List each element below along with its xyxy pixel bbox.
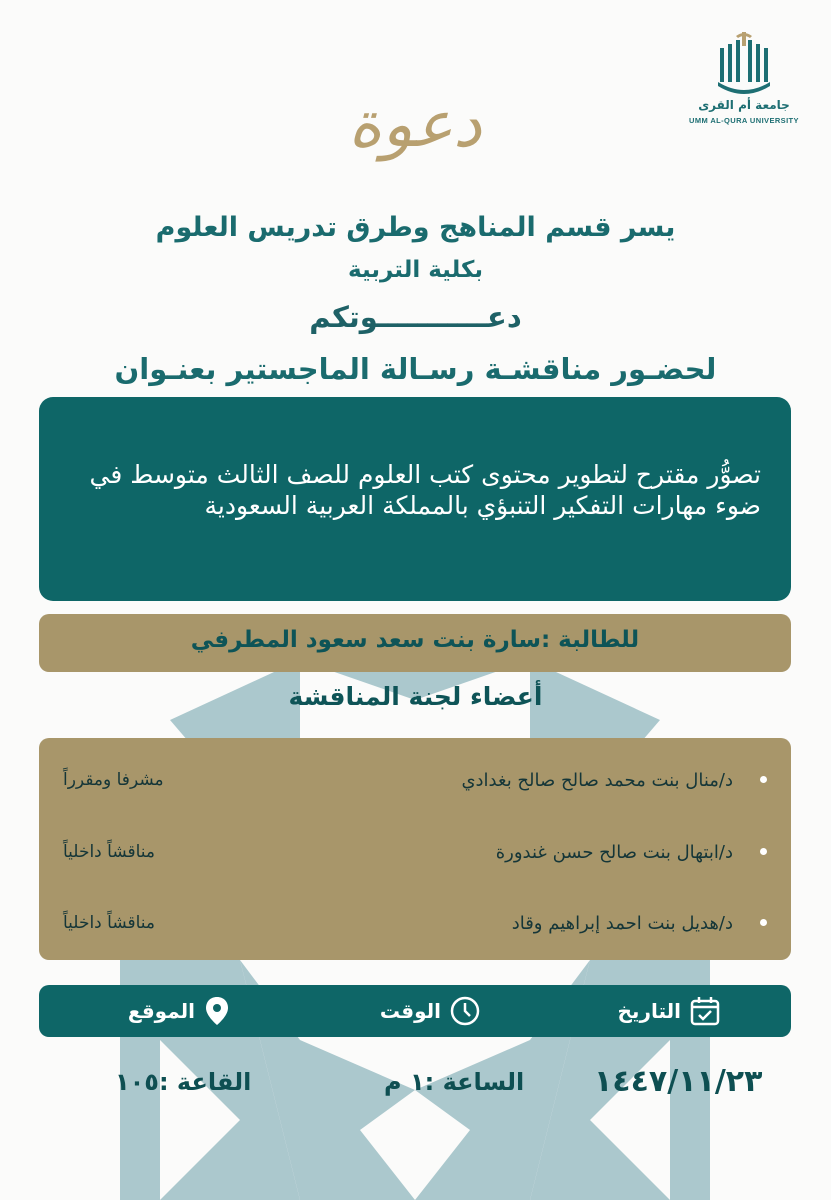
location-info — [128, 995, 231, 1027]
date-value: ١٤٤٧/١١/٢٣ — [594, 1064, 763, 1099]
bullet-icon — [760, 848, 767, 855]
member-name: د/ابتهال بنت صالح حسن غندورة — [495, 842, 733, 863]
member-role: مشرفا ومقرراً — [63, 770, 164, 790]
time-label: الوقت — [379, 999, 441, 1023]
student-bar — [39, 614, 791, 672]
university-logo — [679, 30, 809, 130]
committee-box — [39, 738, 791, 960]
time-info — [380, 995, 481, 1027]
university-emblem-icon — [712, 30, 776, 96]
date-label: التاريخ — [617, 999, 681, 1023]
logo-english-text: UMM AL-QURA UNIVERSITY — [689, 116, 799, 125]
student-name: للطالبة :سارة بنت سعد سعود المطرفي — [190, 627, 640, 653]
member-role: مناقشاً داخلياً — [63, 913, 156, 933]
date-info — [618, 995, 721, 1027]
time-value: الساعة :١ م — [384, 1068, 525, 1096]
clock-icon — [449, 995, 481, 1027]
location-label: الموقع — [127, 999, 195, 1023]
logo-arabic-text: جامعة أم القرى — [698, 98, 790, 112]
intro-invite: دعـــــــــــوتكم — [309, 300, 522, 334]
event-info-bar — [39, 985, 791, 1037]
committee-title: أعضاء لجنة المناقشة — [288, 682, 543, 711]
member-name: د/منال بنت محمد صالح صالح بغدادي — [461, 770, 733, 791]
committee-member — [63, 842, 767, 872]
bullet-icon — [760, 919, 767, 926]
invitation-calligraphy — [330, 60, 500, 190]
committee-member — [63, 913, 767, 943]
intro-attend: لحضـور مناقشـة رسـالة الماجستير بعنـوان — [114, 352, 717, 386]
location-pin-icon — [203, 995, 231, 1027]
thesis-title: تصوُّر مقترح لتطوير محتوى كتب العلوم للصف الثالث متوسط في ضوء مهارات التفكير التنبؤي بالمملكة العربية السعودية — [89, 460, 761, 520]
intro-department: يسر قسم المناهج وطرق تدريس العلوم — [155, 212, 676, 243]
member-name: د/هديل بنت احمد إبراهيم وقاد — [511, 913, 733, 934]
calligraphy-text: دعوة — [348, 88, 482, 162]
room-value: القاعة :١٠٥ — [115, 1068, 252, 1096]
bullet-icon — [760, 776, 767, 783]
committee-member — [63, 770, 767, 800]
intro-college: بكلية التربية — [348, 257, 483, 283]
member-role: مناقشاً داخلياً — [63, 842, 156, 862]
calendar-icon — [689, 995, 721, 1027]
thesis-title-box — [39, 397, 791, 601]
